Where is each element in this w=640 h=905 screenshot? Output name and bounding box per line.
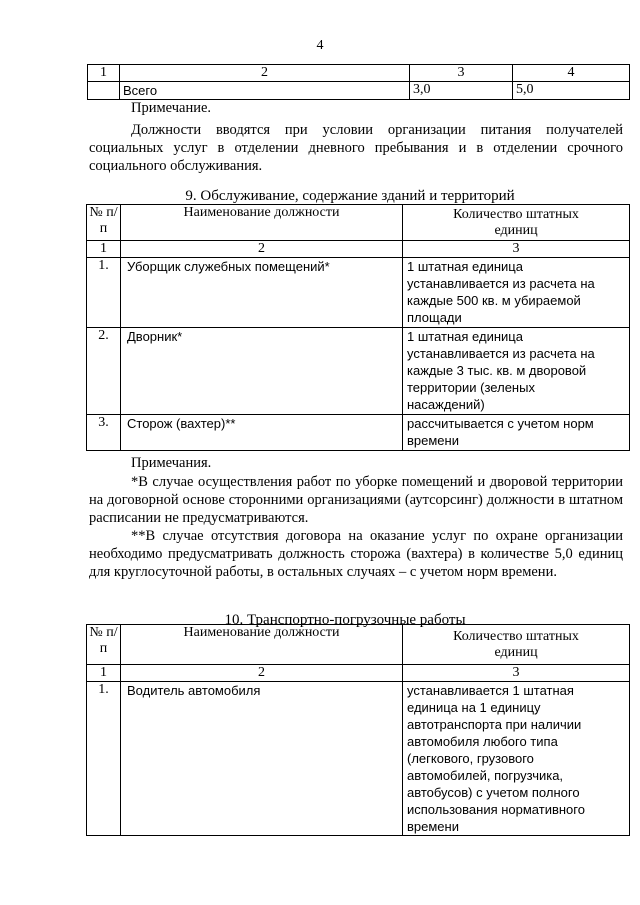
table-header-row xyxy=(87,625,630,665)
table-row xyxy=(87,258,630,328)
table-cell: 3 xyxy=(403,665,630,682)
top-table xyxy=(87,64,630,100)
index-row xyxy=(87,241,630,258)
note-1-title: Примечание. xyxy=(131,100,212,116)
table-row xyxy=(87,682,630,836)
table-header-row xyxy=(88,65,630,82)
section-9-table xyxy=(86,204,630,451)
table-cell: 2 xyxy=(120,65,410,82)
page-number: 4 xyxy=(316,38,324,53)
table-row xyxy=(87,328,630,415)
section-10-title: 10. Транспортно-погрузочные работы xyxy=(224,612,466,628)
row-name: Сторож (вахтер)** xyxy=(121,415,403,451)
section-10-table xyxy=(86,624,630,836)
header-qty: Количество штатных единиц xyxy=(403,205,630,241)
total-col4: 5,0 xyxy=(513,82,630,100)
note-2-paragraph-2: **В случае отсутствия договора на оказание услуг по охране организации необходимо предусматривать должность сторожа (вахтера) в количестве 5,0 единиц для круглосуточной работы, в остальных случаях – с учетом норм времени. xyxy=(89,528,623,580)
row-num: 1. xyxy=(87,682,121,836)
row-qty: устанавливается 1 штатная единица на 1 единицу автотранспорта при наличии автомобиля любого типа (легкового, грузового автомобилей, погрузчика, автобусов) с учетом полного использования нормативного времени xyxy=(403,682,630,836)
row-qty: 1 штатная единица устанавливается из расчета на каждые 3 тыс. кв. м дворовой территории (зеленых насаждений) xyxy=(403,328,630,415)
row-name: Водитель автомобиля xyxy=(121,682,403,836)
total-label: Всего xyxy=(120,82,410,100)
table-row xyxy=(87,415,630,451)
total-col3: 3,0 xyxy=(410,82,513,100)
row-name: Уборщик служебных помещений* xyxy=(121,258,403,328)
table-cell: 3 xyxy=(403,241,630,258)
table-header-row xyxy=(87,205,630,241)
table-cell: 2 xyxy=(121,665,403,682)
row-qty: 1 штатная единица устанавливается из расчета на каждые 500 кв. м убираемой площади xyxy=(403,258,630,328)
row-num: 1. xyxy=(87,258,121,328)
row-qty: рассчитывается с учетом норм времени xyxy=(403,415,630,451)
table-cell: 2 xyxy=(121,241,403,258)
header-num: № п/п xyxy=(87,205,121,241)
table-cell: 4 xyxy=(513,65,630,82)
row-num: 2. xyxy=(87,328,121,415)
section-9-title: 9. Обслуживание, содержание зданий и территорий xyxy=(185,188,515,204)
table-cell: 1 xyxy=(87,241,121,258)
note-2-text xyxy=(89,473,623,581)
table-cell: 1 xyxy=(87,665,121,682)
table-cell: 1 xyxy=(88,65,120,82)
row-name: Дворник* xyxy=(121,328,403,415)
header-name: Наименование должности xyxy=(121,625,403,665)
note-2-title: Примечания. xyxy=(131,455,212,471)
header-qty: Количество штатных единиц xyxy=(403,625,630,665)
table-row xyxy=(88,82,630,100)
row-num: 3. xyxy=(87,415,121,451)
note-1-text xyxy=(89,121,623,175)
table-cell: 3 xyxy=(410,65,513,82)
note-1-paragraph: Должности вводятся при условии организации питания получателей социальных услуг в отделении дневного пребывания и в отделении срочного социального обслуживания. xyxy=(89,122,623,174)
note-2-paragraph-1: *В случае осуществления работ по уборке помещений и дворовой территории на договорной основе сторонними организациями (аутсорсинг) должности в штатном расписании не предусматриваются. xyxy=(89,474,623,526)
index-row xyxy=(87,665,630,682)
header-num: № п/п xyxy=(87,625,121,665)
table-cell xyxy=(88,82,120,100)
header-name: Наименование должности xyxy=(121,205,403,241)
